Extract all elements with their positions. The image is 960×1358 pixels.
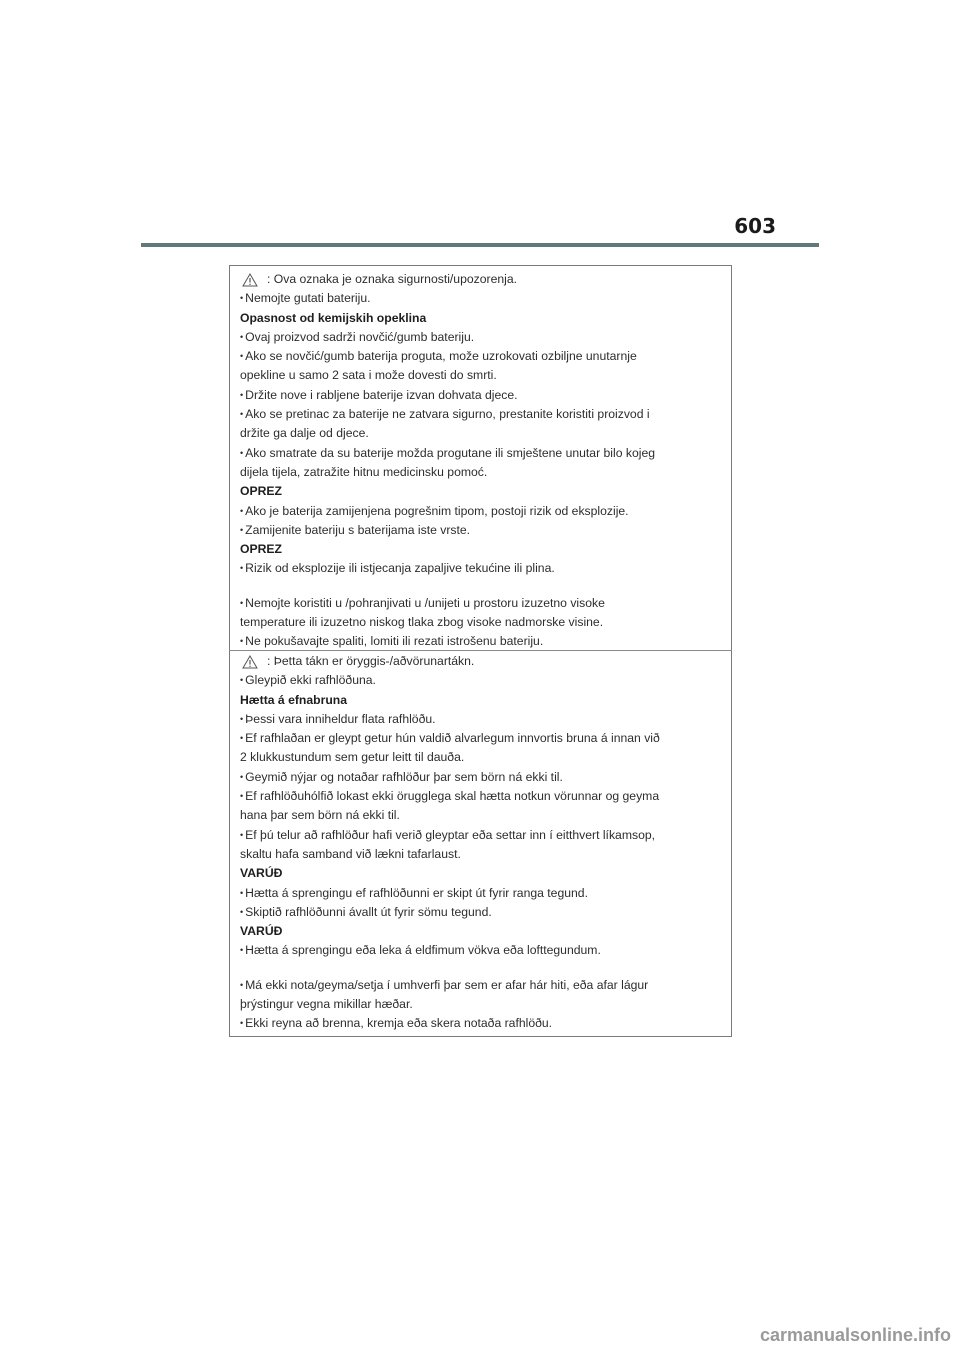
warning-lines xyxy=(240,671,732,1033)
bullet-item: • Ako se novčić/gumb baterija proguta, može uzrokovati ozbiljne unutarnje xyxy=(240,347,732,366)
text-line: dijela tijela, zatražite hitnu medicinsku pomoć. xyxy=(240,464,488,479)
header-rule xyxy=(141,243,819,247)
bullet-item: • Ako je baterija zamijenjena pogrešnim tipom, postoji rizik od eksplozije. xyxy=(240,502,732,521)
bullet-item: • Zamijenite bateriju s baterijama iste vrste. xyxy=(240,521,732,540)
warning-lines xyxy=(240,289,732,651)
bullet-item: • Ovaj proizvod sadrži novčić/gumb bateriju. xyxy=(240,328,732,347)
section-heading: OPREZ xyxy=(240,542,282,557)
warning-section-croatian xyxy=(232,270,732,652)
section-heading: Opasnost od kemijskih opeklina xyxy=(240,310,427,325)
bullet-item: • Ef rafhlaðan er gleypt getur hún valdið alvarlegum innvortis bruna á innan við xyxy=(240,729,732,748)
text-line: opekline u samo 2 sata i može dovesti do smrti. xyxy=(240,368,497,383)
text-line: skaltu hafa samband við lækni tafarlaust. xyxy=(240,846,461,861)
bullet-item: • Ne pokušavajte spaliti, lomiti ili rezati istrošenu bateriju. xyxy=(240,632,732,651)
warning-symbol-line xyxy=(240,652,732,671)
text-line: þrýstingur vegna mikillar hæðar. xyxy=(240,997,413,1012)
bullet-item: • Držite nove i rabljene baterije izvan dohvata djece. xyxy=(240,386,732,405)
text-line: držite ga dalje od djece. xyxy=(240,426,369,441)
bullet-item: • Þessi vara inniheldur flata rafhlöðu. xyxy=(240,710,732,729)
bullet-item: • Ef rafhlöðuhólfið lokast ekki örugglega skal hætta notkun vörunnar og geyma xyxy=(240,787,732,806)
section-heading: VARÚÐ xyxy=(240,866,283,881)
page-number: 603 xyxy=(734,214,776,238)
bullet-item: • Nemojte gutati bateriju. xyxy=(240,289,732,308)
text-line: 2 klukkustundum sem getur leitt til dauða. xyxy=(240,750,465,765)
section-heading: Hætta á efnabruna xyxy=(240,692,347,707)
bullet-item: • Nemojte koristiti u /pohranjivati u /unijeti u prostoru izuzetno visoke xyxy=(240,594,732,613)
text-line: temperature ili izuzetno niskog tlaka zbog visoke nadmorske visine. xyxy=(240,615,604,630)
warning-triangle-icon xyxy=(242,273,258,287)
bullet-item: • Gleypið ekki rafhlöðuna. xyxy=(240,671,732,690)
watermark: carmanualsonline.info xyxy=(759,1325,951,1345)
bullet-item: • Má ekki nota/geyma/setja í umhverfi þar sem er afar hár hiti, eða afar lágur xyxy=(240,976,732,995)
paragraph-gap xyxy=(240,579,732,594)
bullet-item: • Geymið nýjar og notaðar rafhlöður þar sem börn ná ekki til. xyxy=(240,768,732,787)
bullet-item: • Hætta á sprengingu ef rafhlöðunni er skipt út fyrir ranga tegund. xyxy=(240,884,732,903)
warning-section-icelandic xyxy=(232,652,732,1034)
bullet-item: • Ako smatrate da su baterije možda progutane ili smještene unutar bilo kojeg xyxy=(240,444,732,463)
bullet-item: • Ef þú telur að rafhlöður hafi verið gleyptar eða settar inn í eitthvert líkamsop, xyxy=(240,826,732,845)
bullet-item: • Ekki reyna að brenna, kremja eða skera notaða rafhlöðu. xyxy=(240,1014,732,1033)
bullet-item: • Ako se pretinac za baterije ne zatvara sigurno, prestanite koristiti proizvod i xyxy=(240,405,732,424)
section-heading: OPREZ xyxy=(240,484,282,499)
bullet-item: • Rizik od eksplozije ili istjecanja zapaljive tekućine ili plina. xyxy=(240,559,732,578)
warning-triangle-icon xyxy=(242,655,258,669)
warning-symbol-line xyxy=(240,270,732,289)
paragraph-gap xyxy=(240,961,732,976)
bullet-item: • Skiptið rafhlöðunni ávallt út fyrir sömu tegund. xyxy=(240,903,732,922)
bullet-item: • Hætta á sprengingu eða leka á eldfimum vökva eða lofttegundum. xyxy=(240,941,732,960)
warning-symbol-text: : Þetta tákn er öryggis-/aðvörunartákn. xyxy=(267,654,475,668)
warning-symbol-text: : Ova oznaka je oznaka sigurnosti/upozorenja. xyxy=(267,272,517,286)
text-line: hana þar sem börn ná ekki til. xyxy=(240,808,400,823)
section-heading: VARÚÐ xyxy=(240,924,283,939)
